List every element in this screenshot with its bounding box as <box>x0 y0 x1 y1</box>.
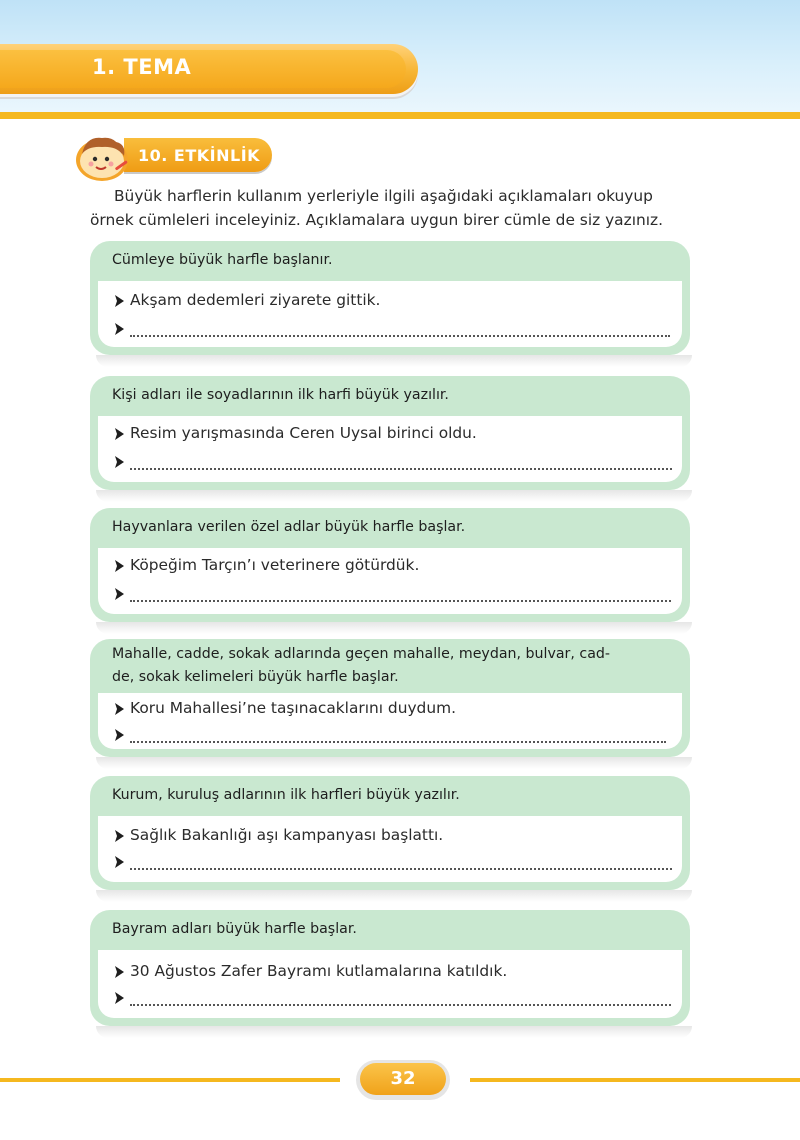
card-shadow <box>96 622 692 634</box>
arrow-right-icon <box>112 991 126 1005</box>
answer-line[interactable] <box>112 580 672 606</box>
answer-dotted-line[interactable] <box>130 727 666 743</box>
card-body <box>98 816 682 882</box>
arrow-right-icon <box>112 322 126 336</box>
card-shadow <box>96 1026 692 1038</box>
instruction-text <box>90 184 694 232</box>
answer-dotted-line[interactable] <box>130 854 672 870</box>
example-line <box>112 552 672 578</box>
card-body <box>98 416 682 482</box>
answer-dotted-line[interactable] <box>130 454 672 470</box>
rule-text: Cümleye büyük harfle başlanır. <box>112 252 333 268</box>
answer-line[interactable] <box>112 984 672 1010</box>
rule-card-1 <box>90 241 690 355</box>
answer-dotted-line[interactable] <box>130 586 672 602</box>
arrow-right-icon <box>112 559 126 573</box>
example-sentence: Sağlık Bakanlığı aşı kampanyası başlattı. <box>130 826 444 844</box>
girl-writing-icon <box>72 130 132 182</box>
answer-dotted-line[interactable] <box>130 990 672 1006</box>
rule-card-3 <box>90 508 690 622</box>
arrow-right-icon <box>112 728 126 742</box>
example-line <box>112 822 672 848</box>
footer-line-right <box>470 1078 800 1082</box>
arrow-right-icon <box>112 855 126 869</box>
card-shadow <box>96 490 692 502</box>
rule-card-4 <box>90 639 690 757</box>
page-number: 32 <box>390 1068 416 1089</box>
arrow-right-icon <box>112 427 126 441</box>
example-sentence: Akşam dedemleri ziyarete gittik. <box>130 291 381 309</box>
arrow-right-icon <box>112 455 126 469</box>
example-line <box>112 420 672 446</box>
arrow-right-icon <box>112 829 126 843</box>
rule-text: Bayram adları büyük harfle başlar. <box>112 921 357 937</box>
rule-text: Kişi adları ile soyadlarının ilk harfi büyük yazılır. <box>112 387 449 403</box>
example-line <box>112 695 672 721</box>
card-shadow <box>96 890 692 902</box>
rule-text: Hayvanlara verilen özel adlar büyük harfle başlar. <box>112 519 466 535</box>
theme-tab-inner <box>0 50 406 88</box>
footer-line-left <box>0 1078 340 1082</box>
answer-line[interactable] <box>112 448 672 474</box>
activity-title: 10. ETKİNLİK <box>138 146 261 165</box>
rule-card-6 <box>90 910 690 1026</box>
example-sentence: 30 Ağustos Zafer Bayramı kutlamalarına katıldık. <box>130 962 508 980</box>
card-body <box>98 950 682 1018</box>
arrow-right-icon <box>112 587 126 601</box>
card-body <box>98 281 682 347</box>
rule-text: Mahalle, cadde, sokak adlarında geçen mahalle, meydan, bulvar, cad- de, sokak kelimeleri büyük harfle başlar. <box>112 646 611 685</box>
rule-card-5 <box>90 776 690 890</box>
answer-line[interactable] <box>112 721 672 747</box>
arrow-right-icon <box>112 294 126 308</box>
answer-line[interactable] <box>112 848 672 874</box>
arrow-right-icon <box>112 965 126 979</box>
example-sentence: Resim yarışmasında Ceren Uysal birinci oldu. <box>130 424 477 442</box>
instruction-line-2: örnek cümleleri inceleyiniz. Açıklamalara uygun birer cümle de siz yazınız. <box>90 211 663 229</box>
card-shadow <box>96 757 692 769</box>
example-line <box>112 958 672 984</box>
activity-badge <box>72 130 272 182</box>
arrow-right-icon <box>112 702 126 716</box>
card-body <box>98 548 682 614</box>
instruction-line-1: Büyük harflerin kullanım yerleriyle ilgili aşağıdaki açıklamaları okuyup <box>114 187 653 205</box>
rule-card-2 <box>90 376 690 490</box>
answer-dotted-line[interactable] <box>130 321 670 337</box>
answer-line[interactable] <box>112 315 672 341</box>
header-stripe <box>0 112 800 119</box>
rule-text: Kurum, kuruluş adlarının ilk harfleri büyük yazılır. <box>112 787 460 803</box>
example-line <box>112 287 672 313</box>
example-sentence: Köpeğim Tarçın’ı veterinere götürdük. <box>130 556 420 574</box>
theme-title: 1. TEMA <box>92 55 192 79</box>
theme-tab <box>0 44 418 94</box>
card-body <box>98 693 682 749</box>
example-sentence: Koru Mahallesi’ne taşınacaklarını duydum. <box>130 699 456 717</box>
card-shadow <box>96 355 692 367</box>
